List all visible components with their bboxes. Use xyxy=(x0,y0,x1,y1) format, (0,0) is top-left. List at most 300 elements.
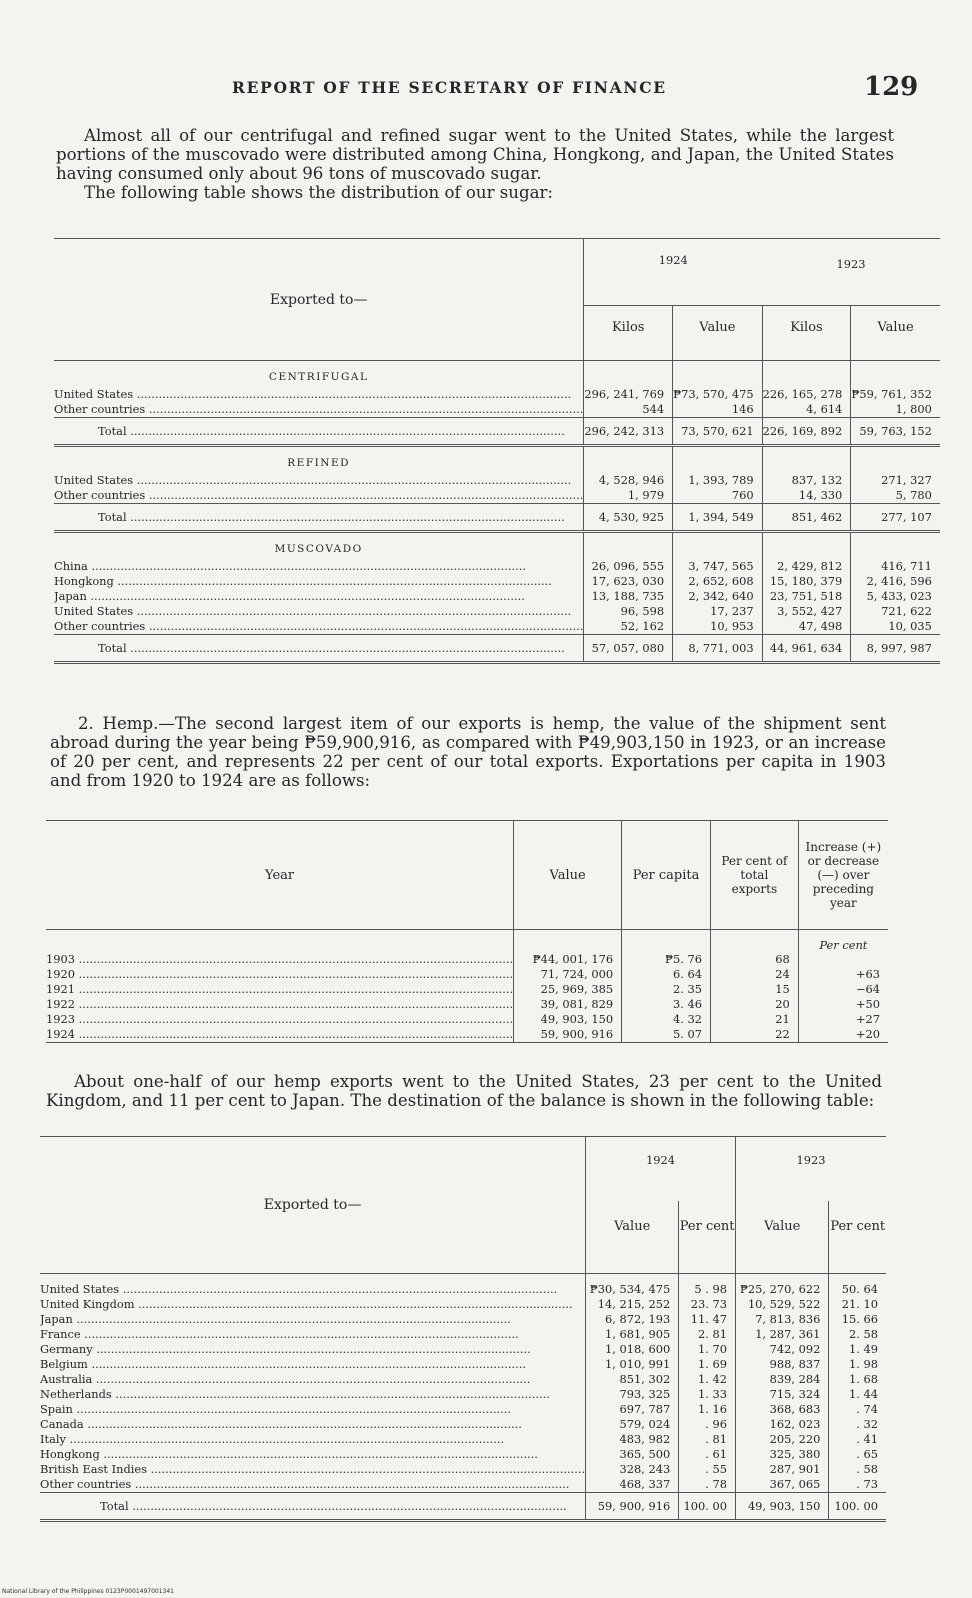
value-1924-header: Value xyxy=(673,306,763,361)
cell-value: 10, 529, 522 xyxy=(736,1297,829,1312)
cell-value: 50. 64 xyxy=(829,1282,886,1297)
table-row xyxy=(46,952,888,967)
cell-value: 14, 215, 252 xyxy=(586,1297,679,1312)
row-label-text: France xyxy=(40,1327,81,1341)
leader-dots: ........................................................................................................................ xyxy=(92,1372,531,1386)
leader-dots: ........................................................................................................................ xyxy=(147,1462,586,1476)
cell-value: 365, 500 xyxy=(586,1447,679,1462)
table-bottom-rule xyxy=(46,1043,888,1048)
empty-cell xyxy=(514,1043,622,1048)
change-cell: +50 xyxy=(798,997,888,1012)
cell-value: 1. 44 xyxy=(829,1387,886,1402)
section-heading-row xyxy=(54,361,940,388)
cell-value: 10, 953 xyxy=(673,619,763,635)
cell-value: 325, 380 xyxy=(736,1447,829,1462)
leader-dots: ........................................................................................................................ xyxy=(145,402,584,416)
table-row xyxy=(54,402,940,418)
cell-value: 760 xyxy=(673,488,763,504)
year-cell-text: 1920 xyxy=(46,967,75,981)
total-row xyxy=(54,635,940,663)
table-row xyxy=(40,1447,886,1462)
value-cell: ₱44, 001, 176 xyxy=(514,952,622,967)
row-label xyxy=(40,1417,586,1432)
table-row xyxy=(40,1357,886,1372)
cell-value: 544 xyxy=(584,402,673,418)
cell-value: 1, 681, 905 xyxy=(586,1327,679,1342)
total-label xyxy=(54,504,584,532)
empty-cell xyxy=(851,532,940,560)
table-row xyxy=(40,1417,886,1432)
per-capita-cell: 4. 32 xyxy=(622,1012,711,1027)
row-label xyxy=(40,1432,586,1447)
change-cell: +20 xyxy=(798,1027,888,1043)
row-label xyxy=(40,1357,586,1372)
leader-dots: ........................................................................................................................ xyxy=(72,1312,511,1326)
row-label xyxy=(54,387,584,402)
year-cell xyxy=(46,982,514,997)
cell-value: 4, 614 xyxy=(762,402,851,418)
cell-value: 3, 552, 427 xyxy=(762,604,851,619)
cell-value: . 65 xyxy=(829,1447,886,1462)
row-label-text: Other countries xyxy=(54,488,146,502)
empty-cell xyxy=(711,1043,799,1048)
empty-cell xyxy=(762,532,851,560)
leader-dots: ........................................................................................................................ xyxy=(128,1499,567,1513)
table-row xyxy=(54,589,940,604)
cell-value: 721, 622 xyxy=(851,604,940,619)
hemp-destination-table xyxy=(40,1136,886,1522)
change-cell: −64 xyxy=(798,982,888,997)
cell-value: 742, 092 xyxy=(736,1342,829,1357)
total-label xyxy=(54,635,584,663)
cell-value: 15. 66 xyxy=(829,1312,886,1327)
table-row xyxy=(46,1012,888,1027)
year-cell xyxy=(46,1027,514,1043)
value-cell: 39, 081, 829 xyxy=(514,997,622,1012)
total-value: 277, 107 xyxy=(851,504,940,532)
year-cell xyxy=(46,967,514,982)
row-label-text: United Kingdom xyxy=(40,1297,135,1311)
cell-value: 468, 337 xyxy=(586,1477,679,1493)
leader-dots: ........................................................................................................................ xyxy=(87,1357,526,1371)
row-label-text: British East Indies xyxy=(40,1462,147,1476)
empty-cell xyxy=(622,930,711,953)
total-value: 49, 903, 150 xyxy=(736,1493,829,1521)
row-label-text: Canada xyxy=(40,1417,84,1431)
cell-value: 2, 416, 596 xyxy=(851,574,940,589)
percent-unit-label: Per cent xyxy=(798,930,888,953)
cell-value: 1, 393, 789 xyxy=(673,473,763,488)
dest-exported-to-header: Exported to— xyxy=(40,1137,586,1274)
dest-pct-1923-header: Per cent xyxy=(829,1201,886,1274)
cell-value: 11. 47 xyxy=(679,1312,736,1327)
cell-value: 3, 747, 565 xyxy=(673,559,763,574)
cell-value: 1. 33 xyxy=(679,1387,736,1402)
row-label xyxy=(40,1312,586,1327)
cell-value: 2, 652, 608 xyxy=(673,574,763,589)
cell-value: 1, 018, 600 xyxy=(586,1342,679,1357)
leader-dots: ........................................................................................................................ xyxy=(113,574,552,588)
table-row xyxy=(46,967,888,982)
empty-cell xyxy=(46,1043,514,1048)
year-cell-text: 1923 xyxy=(46,1012,75,1026)
leader-dots: ........................................................................................................................ xyxy=(75,982,514,996)
cell-value: 21. 10 xyxy=(829,1297,886,1312)
per-capita-cell: 6. 64 xyxy=(622,967,711,982)
year-cell-text: 1921 xyxy=(46,982,75,996)
row-label-text: Other countries xyxy=(54,619,146,633)
empty-cell xyxy=(586,1274,679,1283)
empty-cell xyxy=(584,532,673,560)
table-row xyxy=(54,473,940,488)
spacer-row xyxy=(40,1274,886,1283)
total-value: 8, 997, 987 xyxy=(851,635,940,663)
cell-value: 793, 325 xyxy=(586,1387,679,1402)
table-row xyxy=(40,1387,886,1402)
year-cell xyxy=(46,1012,514,1027)
hemp-paragraph-block xyxy=(50,714,886,790)
dest-value-1924-header: Value xyxy=(586,1201,679,1274)
empty-cell xyxy=(46,930,514,953)
year-cell-text: 1922 xyxy=(46,997,75,1011)
row-label xyxy=(40,1297,586,1312)
cell-value: 26, 096, 555 xyxy=(584,559,673,574)
row-label-text: Australia xyxy=(40,1372,93,1386)
change-cell: +63 xyxy=(798,967,888,982)
row-label xyxy=(54,402,584,418)
row-label-text: Netherlands xyxy=(40,1387,112,1401)
table-row xyxy=(40,1342,886,1357)
total-value: 59, 763, 152 xyxy=(851,418,940,446)
scan-stamp: National Library of the Philippines 0123P0001497001341 xyxy=(2,1588,174,1595)
cell-value: . 32 xyxy=(829,1417,886,1432)
empty-cell xyxy=(851,361,940,388)
row-label xyxy=(40,1372,586,1387)
leader-dots: ........................................................................................................................ xyxy=(126,424,565,438)
table-row xyxy=(40,1372,886,1387)
table-row xyxy=(40,1402,886,1417)
destination-paragraph: About one-half of our hemp exports went to the United States, 23 per cent to the United Kingdom, and 11 per cent to Japan. The destination of the balance is shown in the following table: xyxy=(46,1072,882,1110)
total-label xyxy=(54,418,584,446)
table-row xyxy=(40,1282,886,1297)
year-cell xyxy=(46,997,514,1012)
cell-value: . 81 xyxy=(679,1432,736,1447)
row-label-text: Hongkong xyxy=(40,1447,100,1461)
row-label-text: Japan xyxy=(40,1312,73,1326)
table-row xyxy=(54,574,940,589)
table-row xyxy=(54,387,940,402)
leader-dots: ........................................................................................................................ xyxy=(133,387,572,401)
total-value: 851, 462 xyxy=(762,504,851,532)
row-label xyxy=(40,1462,586,1477)
cell-value: . 61 xyxy=(679,1447,736,1462)
leader-dots: ........................................................................................................................ xyxy=(134,1297,573,1311)
cell-value: 205, 220 xyxy=(736,1432,829,1447)
cell-value: 14, 330 xyxy=(762,488,851,504)
pct-cell: 21 xyxy=(711,1012,799,1027)
row-label-text: Belgium xyxy=(40,1357,88,1371)
cell-value: ₱73, 570, 475 xyxy=(673,387,763,402)
cell-value: ₱25, 270, 622 xyxy=(736,1282,829,1297)
table-row xyxy=(46,982,888,997)
year-cell-text: 1924 xyxy=(46,1027,75,1041)
total-value: 296, 242, 313 xyxy=(584,418,673,446)
value-header: Value xyxy=(514,821,622,930)
cell-value: 328, 243 xyxy=(586,1462,679,1477)
table-row xyxy=(40,1312,886,1327)
row-label xyxy=(54,589,584,604)
row-label xyxy=(40,1447,586,1462)
table-row xyxy=(54,619,940,635)
total-value: 100. 00 xyxy=(679,1493,736,1521)
cell-value: 2. 81 xyxy=(679,1327,736,1342)
empty-cell xyxy=(762,446,851,474)
pct-cell: 22 xyxy=(711,1027,799,1043)
table-row xyxy=(40,1297,886,1312)
cell-value: 837, 132 xyxy=(762,473,851,488)
row-label-text: Italy xyxy=(40,1432,66,1446)
leader-dots: ........................................................................................................................ xyxy=(126,510,565,524)
section-heading: CENTRIFUGAL xyxy=(268,371,369,383)
kilos-1924-header: Kilos xyxy=(584,306,673,361)
page-number: 129 xyxy=(864,72,919,102)
cell-value: 1. 98 xyxy=(829,1357,886,1372)
empty-cell xyxy=(40,1274,586,1283)
table-row xyxy=(40,1462,886,1477)
cell-value: 162, 023 xyxy=(736,1417,829,1432)
row-label-text: United States xyxy=(54,604,134,618)
cell-value: . 41 xyxy=(829,1432,886,1447)
leader-dots: ........................................................................................................................ xyxy=(75,1027,514,1041)
cell-value: 1, 287, 361 xyxy=(736,1327,829,1342)
destination-paragraph-block xyxy=(46,1072,882,1110)
per-capita-cell: ₱5. 76 xyxy=(622,952,711,967)
cell-value: 715, 324 xyxy=(736,1387,829,1402)
per-capita-header: Per capita xyxy=(622,821,711,930)
cell-value: 17, 237 xyxy=(673,604,763,619)
leader-dots: ........................................................................................................................ xyxy=(133,473,572,487)
cell-value: 13, 188, 735 xyxy=(584,589,673,604)
empty-cell xyxy=(829,1274,886,1283)
table-row xyxy=(54,488,940,504)
total-value: 44, 961, 634 xyxy=(762,635,851,663)
leader-dots: ........................................................................................................................ xyxy=(65,1432,505,1446)
empty-cell xyxy=(851,446,940,474)
leader-dots: ........................................................................................................................ xyxy=(72,1402,511,1416)
cell-value: 226, 165, 278 xyxy=(762,387,851,402)
cell-value: 47, 498 xyxy=(762,619,851,635)
leader-dots: ........................................................................................................................ xyxy=(133,604,572,618)
row-label-text: Other countries xyxy=(40,1477,132,1491)
year-cell xyxy=(46,952,514,967)
leader-dots: ........................................................................................................................ xyxy=(126,641,565,655)
leader-dots: ........................................................................................................................ xyxy=(111,1387,550,1401)
cell-value: . 55 xyxy=(679,1462,736,1477)
exported-to-header: Exported to— xyxy=(54,239,584,361)
per-capita-cell: 2. 35 xyxy=(622,982,711,997)
row-label xyxy=(54,488,584,504)
empty-cell xyxy=(673,446,763,474)
section-heading-row xyxy=(54,446,940,474)
pct-cell: 15 xyxy=(711,982,799,997)
cell-value: 988, 837 xyxy=(736,1357,829,1372)
leader-dots: ........................................................................................................................ xyxy=(99,1447,538,1461)
leader-dots: ........................................................................................................................ xyxy=(87,559,526,573)
row-label-text: Hongkong xyxy=(54,574,114,588)
table-row xyxy=(54,559,940,574)
pct-total-header: Per cent of total exports xyxy=(711,821,799,930)
value-cell: 49, 903, 150 xyxy=(514,1012,622,1027)
leader-dots: ........................................................................................................................ xyxy=(75,1012,514,1026)
dest-pct-1924-header: Per cent xyxy=(679,1201,736,1274)
row-label xyxy=(40,1327,586,1342)
cell-value: 271, 327 xyxy=(851,473,940,488)
sugar-paragraph: Almost all of our centrifugal and refined sugar went to the United States, while the largest portions of the muscovado were distributed among China, Hongkong, and Japan, the United States having consumed only about 96 tons of muscovado sugar. xyxy=(56,126,894,183)
leader-dots: ........................................................................................................................ xyxy=(119,1282,558,1296)
row-label-text: Germany xyxy=(40,1342,93,1356)
leader-dots: ........................................................................................................................ xyxy=(80,1327,519,1341)
year-1924-header: 1924 xyxy=(584,239,762,306)
total-value: 73, 570, 621 xyxy=(673,418,763,446)
row-label xyxy=(54,604,584,619)
row-label xyxy=(40,1477,586,1493)
change-cell: +27 xyxy=(798,1012,888,1027)
row-label-text: Spain xyxy=(40,1402,73,1416)
value-1923-header: Value xyxy=(851,306,940,361)
cell-value: 15, 180, 379 xyxy=(762,574,851,589)
leader-dots: ........................................................................................................................ xyxy=(145,488,584,502)
cell-value: 1, 800 xyxy=(851,402,940,418)
cell-value: 1, 979 xyxy=(584,488,673,504)
row-label xyxy=(40,1282,586,1297)
cell-value: 17, 623, 030 xyxy=(584,574,673,589)
row-label xyxy=(40,1387,586,1402)
empty-cell xyxy=(711,930,799,953)
row-label xyxy=(54,473,584,488)
year-header: Year xyxy=(265,867,295,883)
unit-row xyxy=(46,930,888,953)
cell-value: 23, 751, 518 xyxy=(762,589,851,604)
total-row xyxy=(54,418,940,446)
total-value: 57, 057, 080 xyxy=(584,635,673,663)
table-row xyxy=(40,1477,886,1493)
sugar-distribution-table xyxy=(54,238,940,664)
section-heading: MUSCOVADO xyxy=(274,543,363,555)
total-label xyxy=(40,1493,586,1521)
cell-value: 287, 901 xyxy=(736,1462,829,1477)
cell-value: 96, 598 xyxy=(584,604,673,619)
row-label-text: United States xyxy=(54,473,134,487)
cell-value: 416, 711 xyxy=(851,559,940,574)
total-value: 4, 530, 925 xyxy=(584,504,673,532)
value-cell: 59, 900, 916 xyxy=(514,1027,622,1043)
cell-value: 5, 433, 023 xyxy=(851,589,940,604)
value-cell: 71, 724, 000 xyxy=(514,967,622,982)
section-heading: REFINED xyxy=(287,457,351,469)
per-capita-cell: 5. 07 xyxy=(622,1027,711,1043)
total-value: 1, 394, 549 xyxy=(673,504,763,532)
empty-cell xyxy=(584,361,673,388)
cell-value: 368, 683 xyxy=(736,1402,829,1417)
total-label-text: Total xyxy=(98,510,127,524)
cell-value: 6, 872, 193 xyxy=(586,1312,679,1327)
leader-dots: ........................................................................................................................ xyxy=(83,1417,522,1431)
cell-value: . 73 xyxy=(829,1477,886,1493)
section-heading-row xyxy=(54,532,940,560)
kilos-1923-header: Kilos xyxy=(762,306,851,361)
empty-cell xyxy=(514,930,622,953)
leader-dots: ........................................................................................................................ xyxy=(75,967,514,981)
cell-value: 4, 528, 946 xyxy=(584,473,673,488)
sugar-table-intro: The following table shows the distribution of our sugar: xyxy=(84,183,554,202)
table-row xyxy=(54,604,940,619)
year-cell-text: 1903 xyxy=(46,952,75,966)
row-label xyxy=(54,574,584,589)
cell-value: 1. 42 xyxy=(679,1372,736,1387)
row-label-text: Japan xyxy=(54,589,87,603)
cell-value: 1. 68 xyxy=(829,1372,886,1387)
cell-value: 1. 70 xyxy=(679,1342,736,1357)
empty-cell xyxy=(679,1274,736,1283)
value-cell: 25, 969, 385 xyxy=(514,982,622,997)
pct-cell: 68 xyxy=(711,952,799,967)
cell-value: . 96 xyxy=(679,1417,736,1432)
row-label xyxy=(40,1342,586,1357)
total-label-text: Total xyxy=(98,424,127,438)
cell-value: 2. 58 xyxy=(829,1327,886,1342)
cell-value: 697, 787 xyxy=(586,1402,679,1417)
cell-value: 367, 065 xyxy=(736,1477,829,1493)
pct-cell: 24 xyxy=(711,967,799,982)
cell-value: 52, 162 xyxy=(584,619,673,635)
cell-value: 2, 429, 812 xyxy=(762,559,851,574)
pct-cell: 20 xyxy=(711,997,799,1012)
empty-cell xyxy=(673,361,763,388)
year-1923-header: 1923 xyxy=(836,257,866,271)
table-row xyxy=(46,997,888,1012)
cell-value: 296, 241, 769 xyxy=(584,387,673,402)
cell-value: . 58 xyxy=(829,1462,886,1477)
table-row xyxy=(46,1027,888,1043)
cell-value: 851, 302 xyxy=(586,1372,679,1387)
change-cell xyxy=(798,952,888,967)
cell-value: 1. 16 xyxy=(679,1402,736,1417)
cell-value: 1. 49 xyxy=(829,1342,886,1357)
header-title: REPORT OF THE SECRETARY OF FINANCE xyxy=(232,78,667,97)
cell-value: 1, 010, 991 xyxy=(586,1357,679,1372)
cell-value: ₱59, 761, 352 xyxy=(851,387,940,402)
empty-cell xyxy=(798,1043,888,1048)
cell-value: 2, 342, 640 xyxy=(673,589,763,604)
table-row xyxy=(40,1327,886,1342)
dest-year-1924-header: 1924 xyxy=(586,1137,736,1202)
leader-dots: ........................................................................................................................ xyxy=(86,589,525,603)
total-row xyxy=(54,504,940,532)
empty-cell xyxy=(736,1274,829,1283)
cell-value: 1. 69 xyxy=(679,1357,736,1372)
leader-dots: ........................................................................................................................ xyxy=(145,619,584,633)
cell-value: 7, 813, 836 xyxy=(736,1312,829,1327)
cell-value: 483, 982 xyxy=(586,1432,679,1447)
total-value: 100. 00 xyxy=(829,1493,886,1521)
cell-value: 23. 73 xyxy=(679,1297,736,1312)
cell-value: 839, 284 xyxy=(736,1372,829,1387)
empty-cell xyxy=(762,361,851,388)
total-value: 226, 169, 892 xyxy=(762,418,851,446)
row-label xyxy=(40,1402,586,1417)
cell-value: 10, 035 xyxy=(851,619,940,635)
cell-value: . 74 xyxy=(829,1402,886,1417)
